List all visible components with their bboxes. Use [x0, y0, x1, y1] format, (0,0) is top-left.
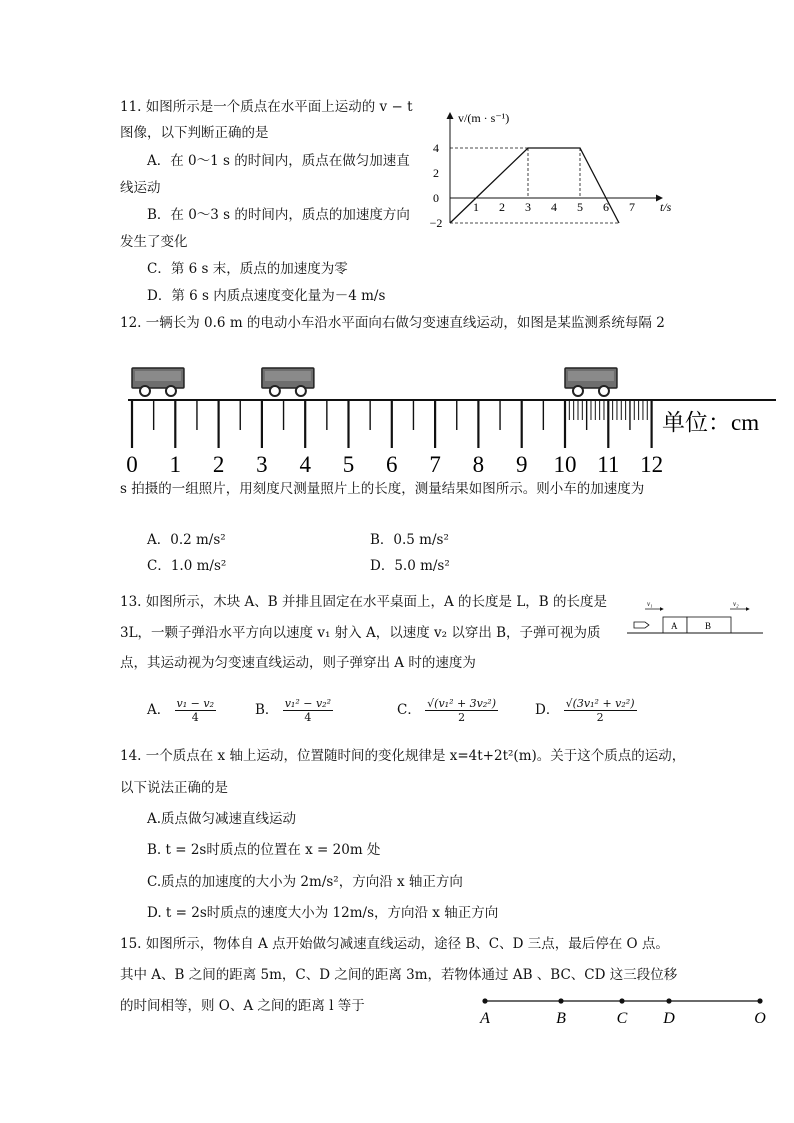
ruler-number-label: 8 — [472, 452, 485, 477]
path-point-label: B — [556, 1010, 566, 1027]
q11-line2: 图像，以下判断正确的是 — [120, 125, 269, 141]
y-tick-label: −2 — [430, 216, 443, 230]
q11-option-b-line1: B．在 0～3 s 的时间内，质点的加速度方向 — [147, 207, 410, 223]
ruler-number-label: 11 — [597, 452, 620, 477]
block-a-label: A — [671, 621, 678, 631]
q13-option-d-label: D． — [535, 702, 560, 718]
v2-label: v₂ — [733, 600, 739, 608]
ruler-number-label: 6 — [386, 452, 398, 477]
ruler-number-label: 1 — [169, 452, 182, 477]
x-tick-label: 1 — [473, 200, 479, 214]
q13-option-a-denominator: 4 — [191, 711, 199, 724]
ruler-number-label: 10 — [553, 452, 577, 477]
q14-line2: 以下说法正确的是 — [120, 780, 228, 796]
q15-points-figure — [470, 990, 770, 1030]
q13-option-d-numerator: √(3v₁² + v₂²) — [565, 697, 635, 710]
q13-option-b — [255, 693, 333, 727]
path-point-dot — [558, 998, 563, 1003]
ruler-number-label: 0 — [126, 452, 138, 477]
path-point-label: O — [754, 1010, 766, 1027]
block-b-label: B — [705, 621, 712, 631]
path-point-label: D — [663, 1010, 675, 1027]
q13-option-d — [535, 693, 637, 727]
car-icon — [262, 368, 314, 396]
q13-option-c-numerator: √(v₁² + 3v₂²) — [427, 697, 497, 710]
path-point-dot — [757, 998, 762, 1003]
q13-block-figure — [625, 597, 765, 647]
q11-option-b-line2: 发生了变化 — [120, 234, 188, 250]
path-point-dot — [619, 998, 624, 1003]
q12-car-ruler-figure — [120, 360, 780, 480]
y-tick-label: 2 — [433, 166, 439, 180]
car-icon — [132, 368, 184, 396]
path-point-dot — [482, 998, 487, 1003]
ruler-number-label: 3 — [256, 452, 268, 477]
q14-option-c: C.质点的加速度的大小为 2m/s²，方向沿 x 轴正方向 — [147, 874, 463, 890]
q13-option-c-denominator: 2 — [458, 711, 466, 724]
q12-line2: s 拍摄的一组照片，用刻度尺测量照片上的长度，测量结果如图所示。则小车的加速度为 — [120, 481, 645, 497]
y-tick-label: 4 — [433, 141, 439, 155]
x-tick-label: 6 — [603, 200, 609, 214]
q13-option-b-denominator: 4 — [304, 711, 312, 724]
q15-line3: 的时间相等，则 O、A 之间的距离 l 等于 — [120, 998, 365, 1014]
car-icon — [565, 368, 617, 396]
ruler-number-label: 2 — [212, 452, 225, 477]
q12-option-d: D．5.0 m/s² — [370, 558, 450, 574]
path-point-label: C — [616, 1010, 628, 1027]
x-tick-label: 5 — [577, 200, 583, 214]
q11-option-a-line2: 线运动 — [120, 180, 161, 196]
q13-option-a — [147, 693, 216, 727]
x-tick-label: 4 — [551, 200, 557, 214]
path-point-label: A — [480, 1010, 490, 1027]
q11-option-c: C．第 6 s 末，质点的加速度为零 — [147, 261, 348, 277]
q13-option-b-label: B． — [255, 702, 279, 718]
q15-line1: 15. 如图所示，物体自 A 点开始做匀减速直线运动，途径 B、C、D 三点，最后停在 O 点。 — [120, 936, 669, 952]
ruler-number-label: 5 — [342, 452, 355, 477]
q11-line1: 11. 如图所示是一个质点在水平面上运动的 v − t — [120, 99, 413, 115]
q11-option-a-line1: A．在 0～1 s 的时间内，质点在做匀加速直 — [147, 153, 410, 169]
x-tick-label: 3 — [525, 200, 531, 214]
y-axis-label: v/(m · s⁻¹) — [458, 111, 510, 125]
q13-option-c — [397, 693, 498, 727]
q13-option-a-label: A． — [147, 702, 171, 718]
q13-option-b-numerator: v₁² − v₂² — [284, 697, 331, 710]
q13-line3: 点，其运动视为匀变速直线运动，则子弹穿出 A 时的速度为 — [120, 655, 476, 671]
q13-line1: 13. 如图所示，木块 A、B 并排且固定在水平桌面上，A 的长度是 L，B 的长度是 — [120, 594, 608, 610]
x-axis-label: t/s — [660, 200, 672, 214]
q15-line2: 其中 A、B 之间的距离 5m，C、D 之间的距离 3m，若物体通过 AB 、BC、CD 这三段位移 — [120, 967, 678, 983]
q12-line1: 12. 一辆长为 0.6 m 的电动小车沿水平面向右做匀变速直线运动，如图是某监测系统每隔 2 — [120, 315, 665, 331]
ruler-number-label: 4 — [299, 452, 311, 477]
q14-option-b: B. t = 2s时质点的位置在 x = 20m 处 — [147, 842, 381, 858]
q13-option-a-numerator: v₁ − v₂ — [176, 697, 215, 710]
ruler-number-label: 9 — [515, 452, 528, 477]
q14-option-a: A.质点做匀减速直线运动 — [147, 811, 297, 827]
q12-option-b: B．0.5 m/s² — [370, 532, 449, 548]
v1-label: v₁ — [647, 600, 653, 608]
q13-option-d-denominator: 2 — [596, 711, 604, 724]
ruler-unit-label: 单位：cm — [662, 410, 760, 435]
q13-line2: 3L，一颗子弹沿水平方向以速度 v₁ 射入 A，以速度 v₂ 以穿出 B，子弹可视为质 — [120, 625, 601, 641]
bullet-icon — [634, 622, 649, 628]
ruler-number-label: 7 — [429, 452, 441, 477]
y-tick-label: 0 — [433, 191, 439, 205]
q14-line1: 14. 一个质点在 x 轴上运动，位置随时间的变化规律是 x=4t+2t²(m)。关于这个质点的运动， — [120, 748, 686, 764]
q13-option-c-label: C． — [397, 702, 421, 718]
x-tick-label: 2 — [499, 200, 505, 214]
q12-option-c: C．1.0 m/s² — [147, 558, 227, 574]
q12-option-a: A．0.2 m/s² — [147, 532, 226, 548]
q14-option-d: D. t = 2s时质点的速度大小为 12m/s，方向沿 x 轴正方向 — [147, 905, 499, 921]
q11-vt-graph — [430, 105, 680, 235]
q11-option-d: D．第 6 s 内质点速度变化量为－4 m/s — [147, 288, 386, 304]
ruler-number-label: 12 — [640, 452, 664, 477]
x-tick-label: 7 — [629, 200, 635, 214]
path-point-dot — [666, 998, 671, 1003]
